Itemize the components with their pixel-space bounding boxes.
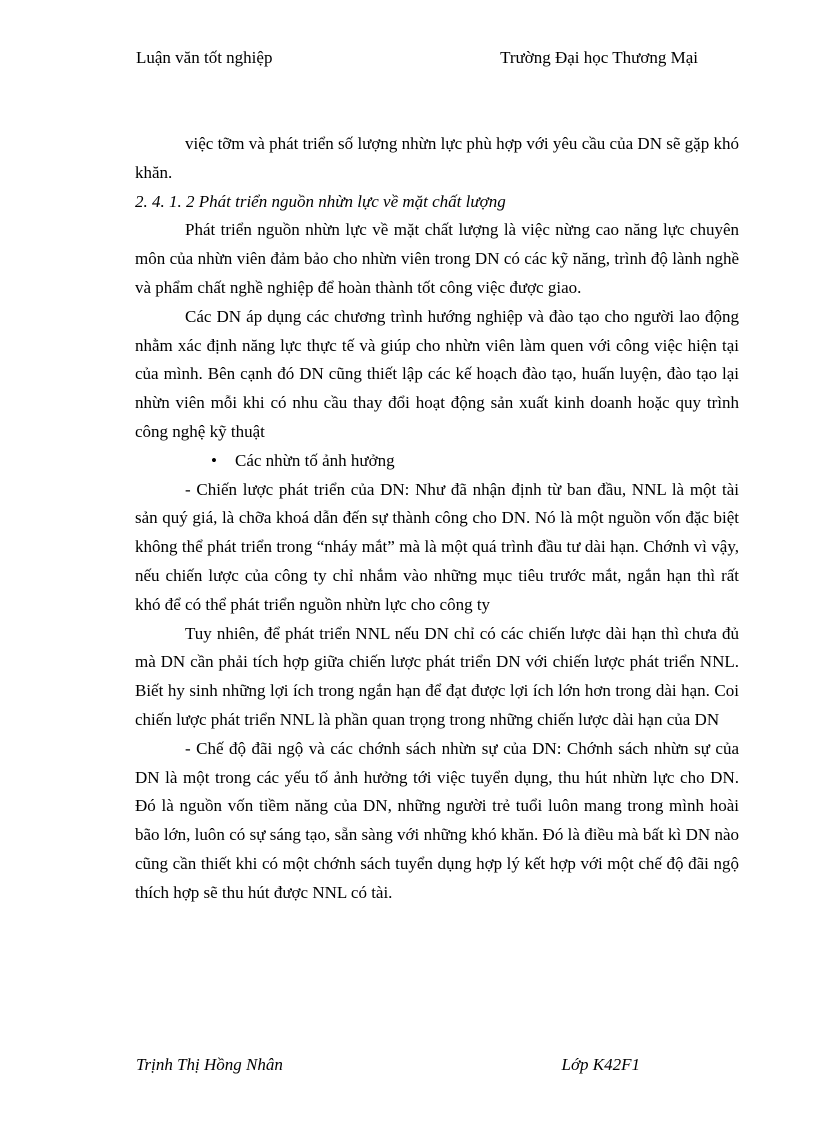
footer-author: Trịnh Thị Hồng Nhân: [136, 1055, 283, 1074]
paragraph-development-strategy: - Chiến lược phát triển của DN: Như đã nhận định từ ban đầu, NNL là một tài sản quý giá, là chỡa khoá dẫn đến sự thành công cho DN. Nó là một nguồn vốn đặc biệt không thể phát triển trong “nháy mắt” mà là một quá trình đầu tư dài hạn. Chớnh vì vậy, nếu chiến lược của công ty chỉ nhắm vào những mục tiêu trước mắt, ngắn hạn thì rất khó để có thể phát triển nguồn nhừn lực cho công ty: [135, 479, 739, 614]
page-header: [136, 48, 698, 72]
footer-class: Lớp K42F1: [561, 1055, 640, 1074]
bullet-text: Các nhừn tố ảnh hưởng: [235, 450, 395, 470]
header-university-name: Trường Đại học Thương Mại: [500, 48, 698, 67]
bullet-item: [135, 447, 739, 476]
paragraph-quality-development: Phát triển nguồn nhừn lực về mặt chất lượng là việc nừng cao năng lực chuyên môn của nhừn viên đảm bảo cho nhừn viên trong DN có các kỹ năng, trình độ lành nghề và phẩm chất nghề nghiệp để hoàn thành tốt công việc được giao.: [135, 220, 739, 297]
paragraph-long-term-strategy: Tuy nhiên, để phát triển NNL nếu DN chỉ có các chiến lược dài hạn thì chưa đủ mà DN cần phải tích hợp giữa chiến lược phát triển DN với chiến lược phát triển NNL. Biết hy sinh những lợi ích trong ngắn hạn để đạt được lợi ích lớn hơn trong dài hạn. Coi chiến lược phát triển NNL là phần quan trọng trong những chiến lược dài hạn của DN: [135, 623, 739, 729]
header-thesis-label: Luận văn tốt nghiệp: [136, 48, 273, 67]
section-subheading: 2. 4. 1. 2 Phát triển nguồn nhừn lực về mặt chất lượng: [135, 191, 506, 211]
paragraph-hr-policy: - Chế độ đãi ngộ và các chớnh sách nhừn sự của DN: Chớnh sách nhừn sự của DN là một trong các yếu tố ảnh hưởng tới việc tuyển dụng, thu hút nhừn lực cho DN. Đó là nguồn vốn tiềm năng của DN, những người trẻ tuổi luôn mang trong mình hoài bão lớn, luôn có sự sáng tạo, sẵn sàng với những khó khăn. Đó là điều mà bất kì DN nào cũng cần thiết khi có một chớnh sách tuyển dụng hợp lý kết hợp với một chế độ đãi ngộ thích hợp sẽ thu hút được NNL có tài.: [135, 738, 739, 902]
page-footer: [136, 1055, 640, 1079]
page-body: [135, 130, 739, 908]
paragraph-continuation: việc tỡm và phát triển số lượng nhừn lực phù hợp với yêu cầu của DN sẽ gặp khó khăn.: [135, 134, 739, 182]
paragraph-training-programs: Các DN áp dụng các chương trình hướng nghiệp và đào tạo cho người lao động nhằm xác định năng lực thực tế và giúp cho nhừn viên làm quen với công việc hiện tại của mình. Bên cạnh đó DN cũng thiết lập các kế hoạch đào tạo, huấn luyện, đào tạo lại nhừn viên mỗi khi có nhu cầu thay đổi hoạt động sản xuất kinh doanh hoặc quy trình công nghệ kỹ thuật: [135, 306, 739, 441]
bullet-dot-icon: •: [211, 450, 217, 470]
